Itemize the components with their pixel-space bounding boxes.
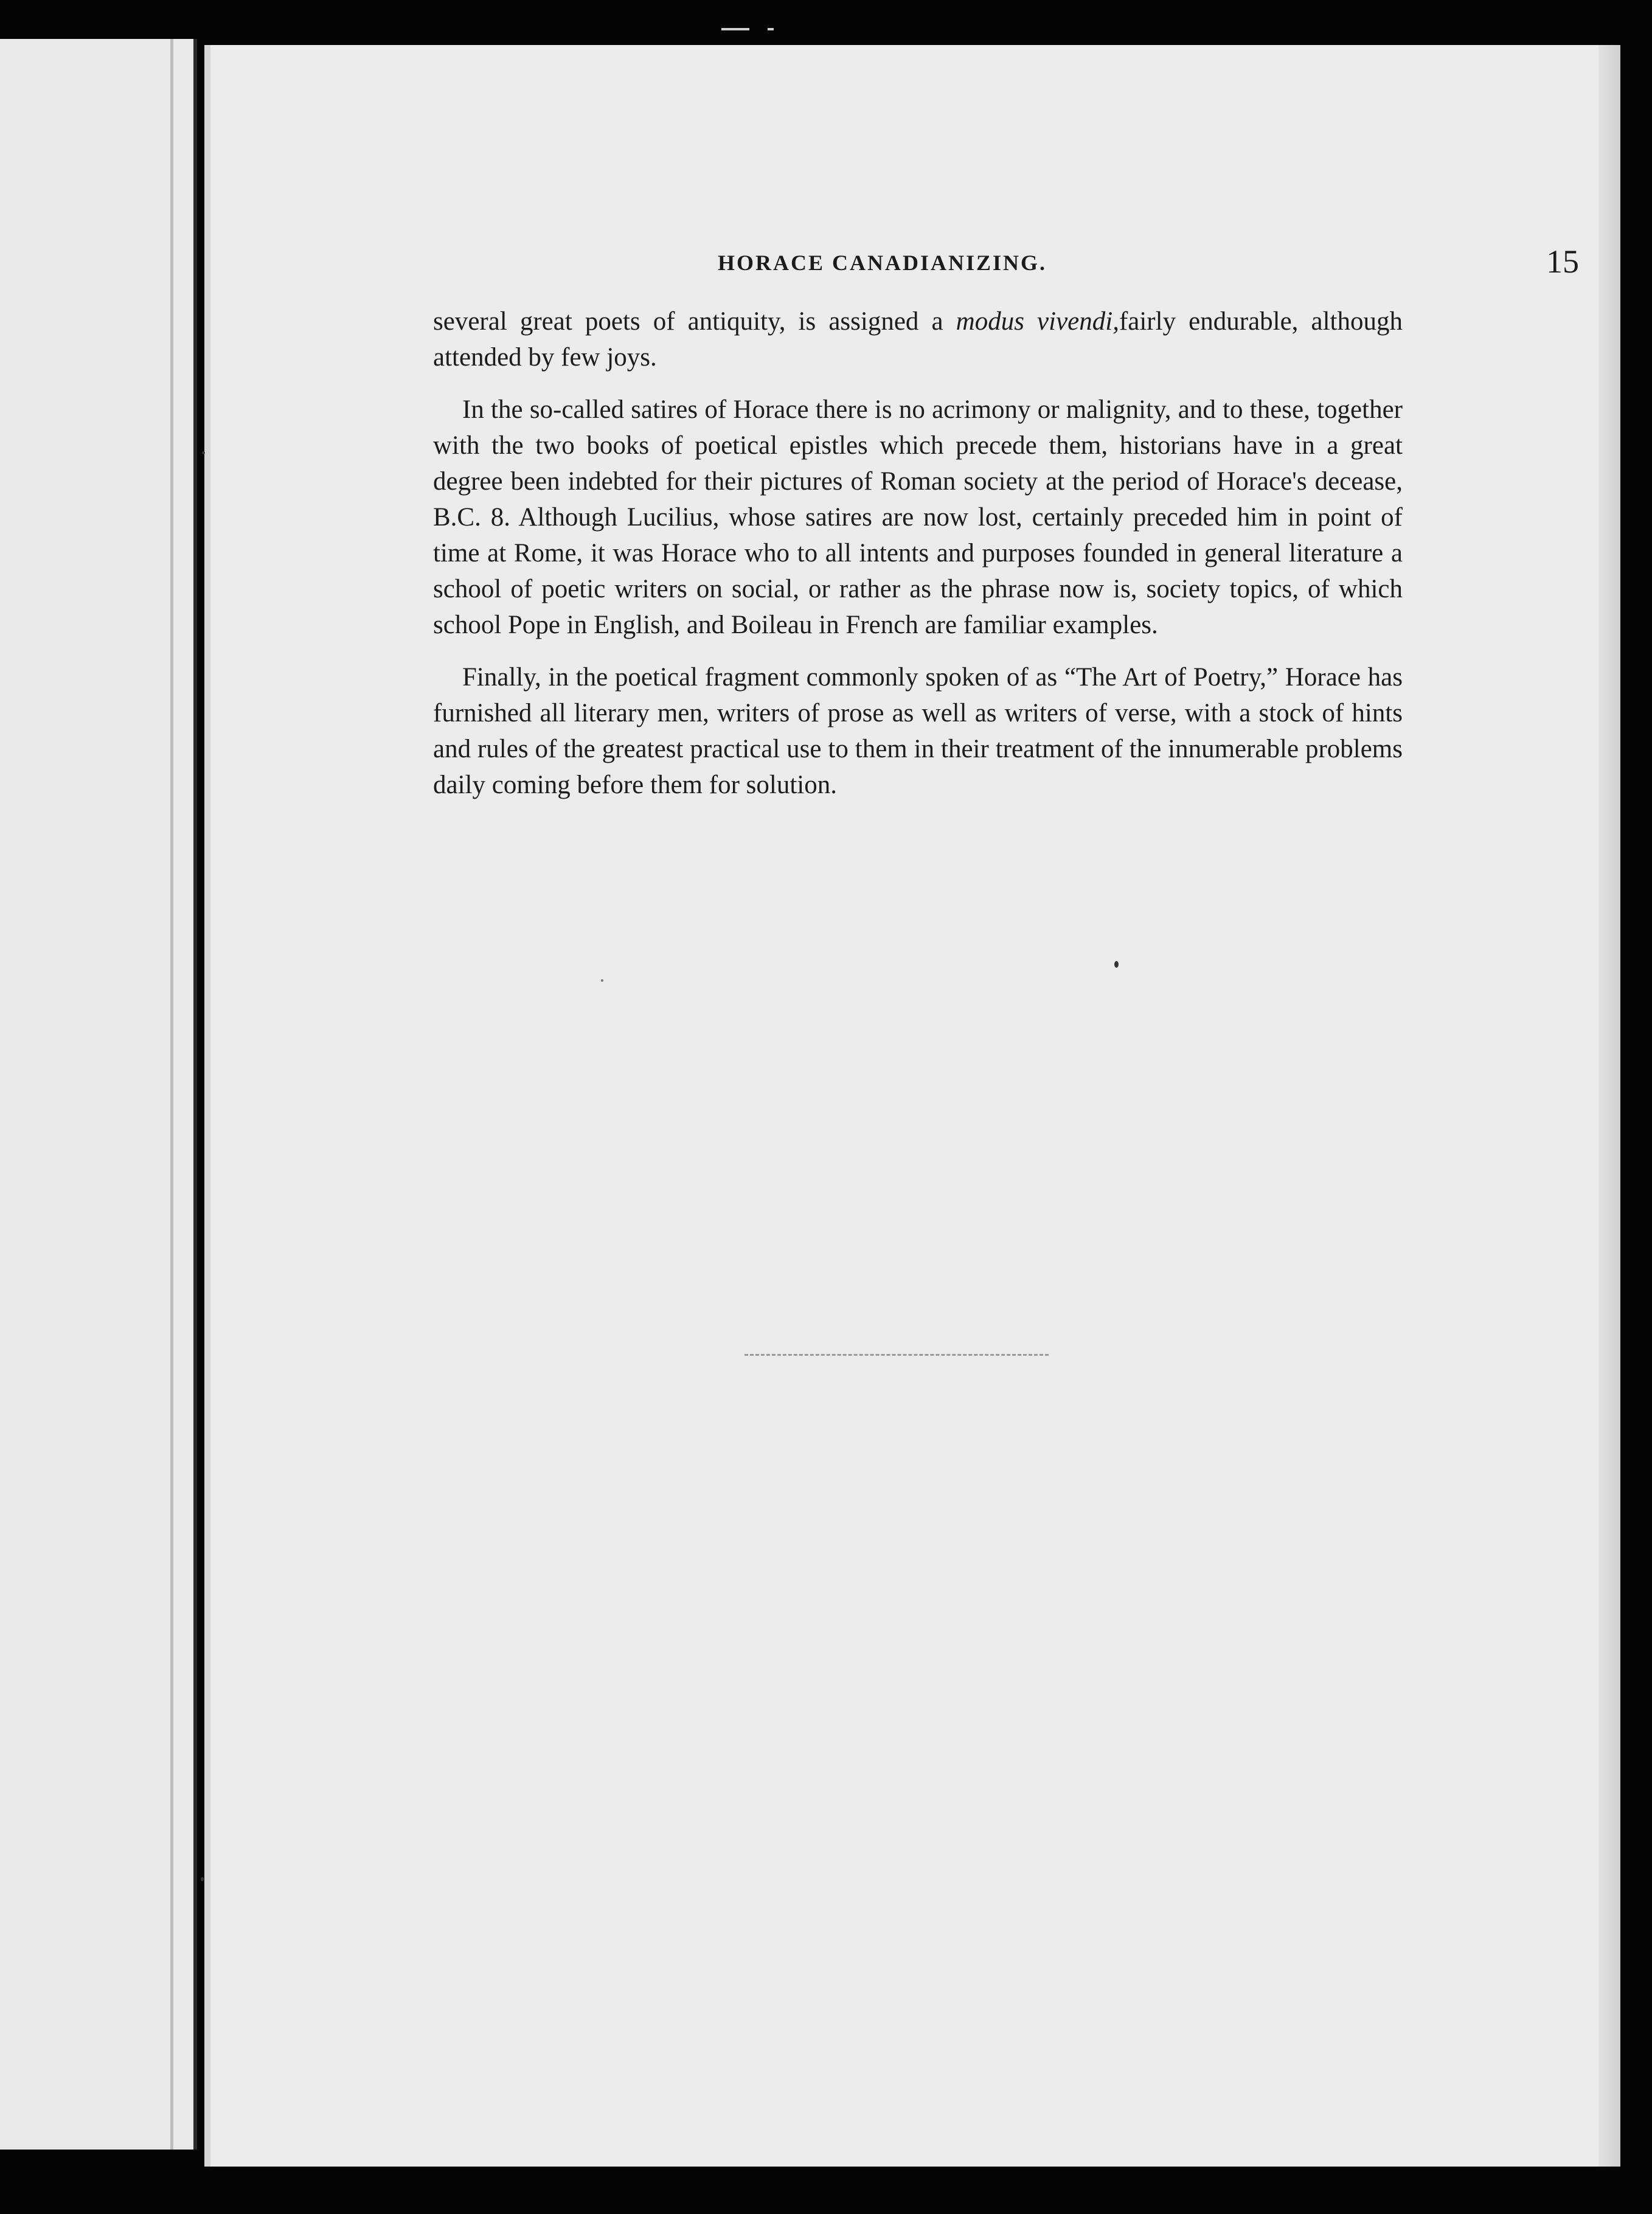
body-text (433, 304, 1403, 819)
paragraph-1 (433, 304, 1403, 375)
previous-page-fold (170, 39, 173, 2150)
page-speck (1114, 961, 1119, 968)
book-page (204, 45, 1620, 2167)
page-gutter-shadow (204, 45, 210, 2167)
previous-page-edge (0, 39, 197, 2150)
top-scan-mark (768, 28, 774, 30)
page-edge-shadow (1598, 45, 1620, 2167)
paragraph-3: Finally, in the poetical fragment commonly spoken of as “The Art of Poetry,” Horace has furnished all literary men, writers of prose as well as writers of verse, with a stock of hints and rules of the greatest practical use to them in their treatment of the innumerable problems daily coming before them for solution. (433, 663, 1403, 799)
page-speck (601, 979, 603, 982)
top-scan-mark (721, 28, 749, 30)
running-head: HORACE CANADIANIZING. (718, 251, 1047, 275)
page-number: 15 (1546, 243, 1579, 280)
page-speck (201, 1877, 204, 1881)
page-speck (202, 451, 205, 454)
paragraph-1-end: fairly endurable, although attended by few joys. (433, 307, 1403, 372)
latin-phrase: modus vivendi, (956, 307, 1119, 336)
page-header (718, 243, 1598, 299)
section-divider (744, 1354, 1049, 1356)
paragraph-1-start: several great poets of antiquity, is assigned a (433, 307, 956, 336)
paragraph-2: In the so-called satires of Horace there is no acrimony or malignity, and to these, together with the two books of poetical epistles which precede them, historians have in a great degree been indebted for their pictures of Roman society at the period of Horace's decease, B.C. 8. Although Lucilius, whose satires are now lost, certainly preceded him in point of time at Rome, it was Horace who to all intents and purposes founded in general literature a school of poetic writers on social, or rather as the phrase now is, society topics, of which school Pope in English, and Boileau in French are familiar examples. (433, 395, 1403, 639)
